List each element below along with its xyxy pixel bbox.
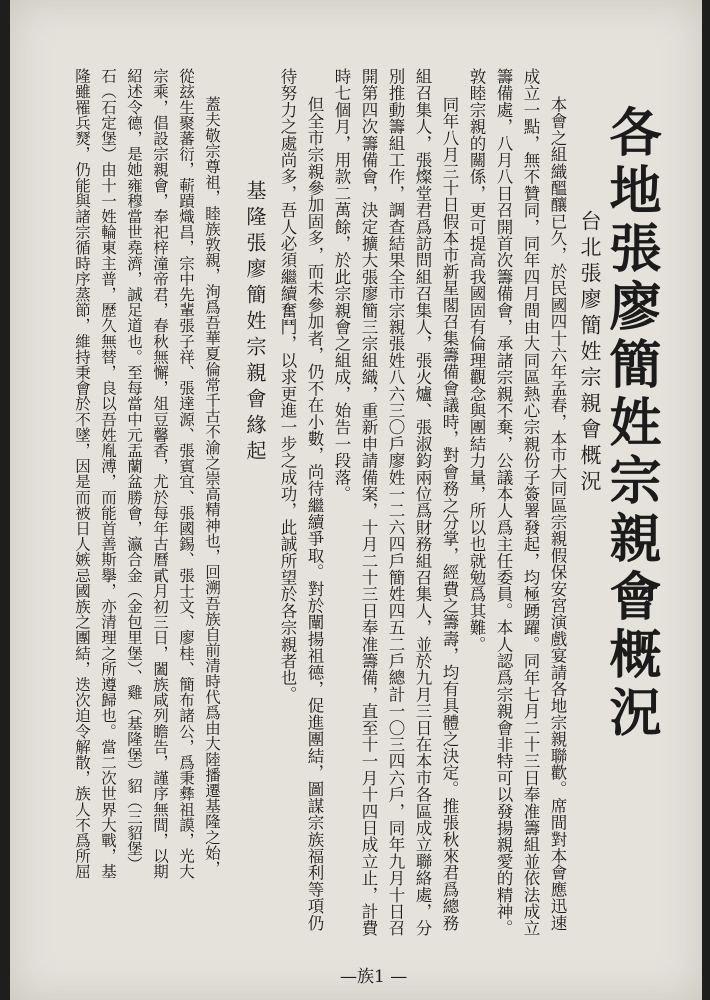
text-column: 石（石定堡）由十一姓輪東主普，歷久無替，良以吾姓胤溥，而能首善斯擧，亦清理之所遵歸也。當二次世界大戰，基: [99, 68, 117, 880]
text-column: 敦睦宗親的關係，更可提高我國固有倫理觀念與團結力量，所以也就勉爲其難。: [467, 68, 486, 653]
text-column: 組召集人，張燦堂君爲訪問組召集人，張火爐、張淑鈞兩位爲財務組召集人，並於九月三日在本市各區成立聯絡處，分: [413, 68, 432, 937]
text-column: 但全市宗親參加固多，而未參加者，仍不在小數，尚待繼續爭取。對於闡揚祖德，促進團結，圖謀宗族福利等項仍: [305, 96, 324, 931]
text-column: 蓋夫敬宗尊祖，睦族敦親，洵爲吾華夏倫常千古不渝之崇高精神也，回溯吾族自前清時代爲由大陸播遷基隆之始，: [203, 96, 221, 876]
text-column: 從玆生聚蕃衍，蔪蹟熾昌，宗中先輩張子祥、張達源、張賓宜、張國錫、張士文、廖桂、簡布諸公，爲秉彝祖謨，光大: [177, 68, 195, 880]
page-number: —族1 —: [340, 967, 408, 987]
section-title-keelung: 基隆張廖簡姓宗親會緣起: [243, 180, 267, 466]
text-column: 本會之組織醞釀已久，於民國四十六年孟春，本市大同區宗親假保安宮演戲宴請各地宗親聯歡。席間對本會應迅速: [548, 96, 567, 931]
document-page: [10, 0, 702, 1000]
text-column: 同年八月三十日假本市新星閣召集籌備會議時，對會務之分掌，經費之籌壽，均有具體之決定。推張秋來君爲總務: [440, 96, 459, 931]
text-column: 開第四次籌備會，決定擴大張廖簡三宗組織，重新申請備案，十月二十三日奉准籌備，直至十一月十四日成立止，計費: [359, 68, 378, 937]
page-title: 各地張廖簡姓宗親會概況: [600, 105, 661, 743]
text-column: 待努力之處尚多，吾人必須繼續奮鬥，以求更進一步之成功，此誠所望於各宗親者也。: [278, 68, 297, 703]
text-column: 紹述令德，是她雍穆當世堯濟，誠足道也。至每當中元盂蘭盆勝會，瀛合金（金包里堡）、雞（基隆堡）貂（三貂堡）: [125, 68, 143, 872]
text-column: 時七個月，用款二萬餘，於此宗親會之組成，始告一段落。: [332, 68, 351, 503]
text-column: 宗乘，倡設宗親會，奉祀梓潼帝君，春秋無懈，俎豆馨香，尤於每年古曆貳月初三日，闔族咸列瞻告，謹序無間，以期: [151, 68, 169, 880]
text-column: 別推動籌組工作，調查結果全市宗親張姓八六三〇戶廖姓一二六四戶簡姓四五二戶總計一〇三四六戶，同年九月十日召: [386, 68, 405, 937]
text-column: 成立一點，無不贊同，同年四月間由大同區熱心宗親份子簽署發起，均極踴躍。同年七月二十三日奉准籌組並依法成立: [521, 68, 540, 937]
section-title-taipei: 台北張廖簡姓宗親會概況: [578, 210, 602, 496]
text-column: 籌備處，八月八日召開首次籌備會，承諸宗親不棄，公議本人爲主任委員。本人認爲宗親會非特可以發揚親愛的精神。: [494, 68, 513, 937]
text-column: 隆雖罹兵燹，仍能與諸宗循時序蒸節，維持秉會於不墜，因是而被日人嫉忌國族之團結，迭次迫令解散，族人不爲所屈: [73, 68, 91, 880]
